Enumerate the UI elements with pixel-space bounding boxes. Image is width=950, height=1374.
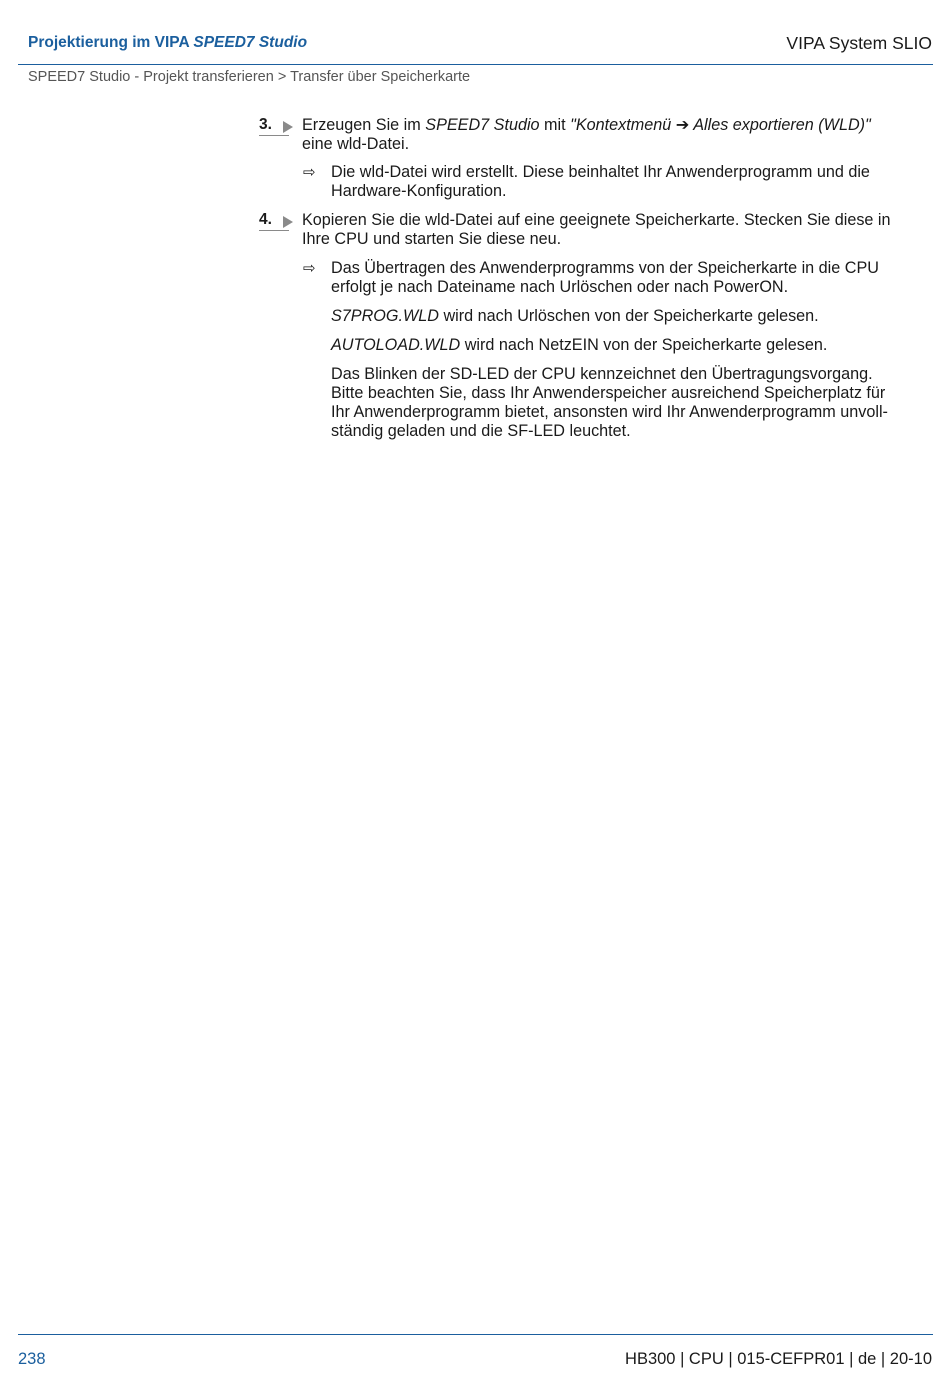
- file-name: S7PROG.WLD: [331, 307, 439, 325]
- step-text-line: Ihre CPU und starten Sie diese neu.: [302, 230, 562, 248]
- note-text: wird nach NetzEIN von der Speicherkarte gelesen.: [460, 336, 828, 354]
- step-text-italic: SPEED7 Studio: [425, 116, 540, 134]
- header-divider: [18, 64, 933, 65]
- result-line: erfolgt je nach Dateiname nach Urlöschen oder nach PowerON.: [331, 278, 789, 296]
- step-text-part: eine wld-Datei.: [302, 135, 410, 153]
- step-text-part: Erzeugen Sie im: [302, 116, 426, 134]
- chapter-title-italic: SPEED7 Studio: [193, 34, 308, 51]
- step-number-underline: [259, 135, 289, 136]
- step-text-part: mit: [539, 116, 571, 134]
- footer-divider: [18, 1334, 933, 1335]
- step-number: 3.: [259, 116, 272, 133]
- step-arrow-icon: [283, 216, 293, 228]
- step-text-italic: "Kontextmenü ➔ Alles exportieren (WLD)": [570, 116, 871, 134]
- led-note: [331, 365, 929, 441]
- s7prog-note: [331, 307, 929, 326]
- result-arrow-icon: ⇨: [303, 164, 316, 181]
- result-line: Die wld-Datei wird erstellt. Diese beinhaltet Ihr Anwenderprogramm und die: [331, 163, 870, 181]
- breadcrumb: SPEED7 Studio - Projekt transferieren > Transfer über Speicherkarte: [28, 69, 471, 85]
- step-number: 4.: [259, 211, 272, 228]
- product-title: VIPA System SLIO: [786, 33, 932, 53]
- note-line: Bitte beachten Sie, dass Ihr Anwenderspeicher ausreichend Speicherplatz für: [331, 384, 886, 402]
- step-result: [331, 163, 929, 201]
- document-id: HB300 | CPU | 015-CEFPR01 | de | 20-10: [625, 1350, 932, 1368]
- note-line: ständig geladen und die SF-LED leuchtet.: [331, 422, 631, 440]
- step-number-underline: [259, 230, 289, 231]
- chapter-title: [28, 34, 307, 52]
- step-arrow-icon: [283, 121, 293, 133]
- autoload-note: [331, 336, 929, 355]
- result-arrow-icon: ⇨: [303, 260, 316, 277]
- result-line: Das Übertragen des Anwenderprogramms von der Speicherkarte in die CPU: [331, 259, 879, 277]
- note-line: Das Blinken der SD-LED der CPU kennzeichnet den Übertragungsvorgang.: [331, 365, 873, 383]
- step-text-line: Kopieren Sie die wld-Datei auf eine geeignete Speicherkarte. Stecken Sie diese in: [302, 211, 891, 229]
- step-result: [331, 259, 929, 297]
- note-text: wird nach Urlöschen von der Speicherkarte gelesen.: [438, 307, 819, 325]
- chapter-title-plain: Projektierung im VIPA: [28, 34, 194, 51]
- step-instruction: [302, 211, 929, 249]
- step-instruction: [302, 116, 929, 154]
- note-line: Ihr Anwenderprogramm bietet, ansonsten wird Ihr Anwenderprogramm unvoll-: [331, 403, 888, 421]
- result-line: Hardware-Konfiguration.: [331, 182, 507, 200]
- file-name: AUTOLOAD.WLD: [331, 336, 461, 354]
- page-number: 238: [18, 1350, 46, 1368]
